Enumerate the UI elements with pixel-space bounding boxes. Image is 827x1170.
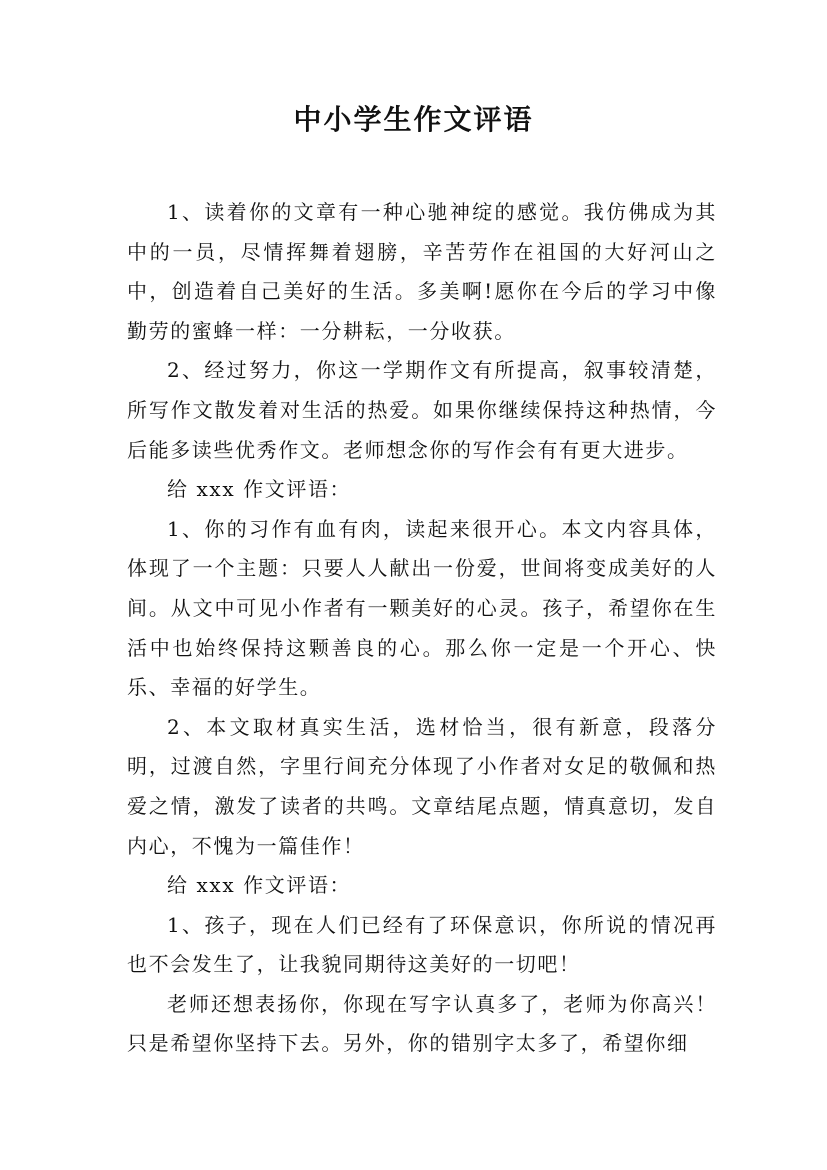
document-title: 中小学生作文评语 bbox=[293, 103, 534, 136]
paragraph: 1、孩子，现在人们已经有了环保意识，你所说的情况再也不会发生了，让我貌同期待这美好的一切吧！ bbox=[127, 912, 717, 977]
paragraph: 老师还想表扬你，你现在写字认真多了，老师为你高兴！只是希望你坚持下去。另外，你的错别字太多了，希望你细 bbox=[127, 991, 717, 1056]
paragraph: 2、经过努力，你这一学期作文有所提高，叙事较清楚，所写作文散发着对生活的热爱。如果你继续保持这种热情，今后能多读些优秀作文。老师想念你的写作会有有更大进步。 bbox=[127, 358, 717, 462]
paragraph: 1、读着你的文章有一种心驰神绽的感觉。我仿佛成为其中的一员，尽情挥舞着翅膀，辛苦劳作在祖国的大好河山之中，创造着自己美好的生活。多美啊!愿你在今后的学习中像勤劳的蜜蜂一样：一分耕耘，一分收获。 bbox=[127, 200, 717, 343]
paragraph: 2、本文取材真实生活，选材恰当，很有新意，段落分明，过渡自然，字里行间充分体现了小作者对女足的敬佩和热爱之情，激发了读者的共鸣。文章结尾点题，情真意切，发自内心，不愧为一篇佳作！ bbox=[127, 714, 717, 858]
section-heading: 给 xxx 作文评语： bbox=[167, 477, 352, 502]
section-heading: 给 xxx 作文评语： bbox=[167, 873, 352, 898]
document-body bbox=[127, 193, 717, 1064]
paragraph: 1、你的习作有血有肉，读起来很开心。本文内容具体，体现了一个主题：只要人人献出一份爱，世间将变成美好的人间。从文中可见小作者有一颗美好的心灵。孩子，希望你在生活中也始终保持这颗善良的心。那么你一定是一个开心、快乐、幸福的好学生。 bbox=[127, 516, 717, 700]
